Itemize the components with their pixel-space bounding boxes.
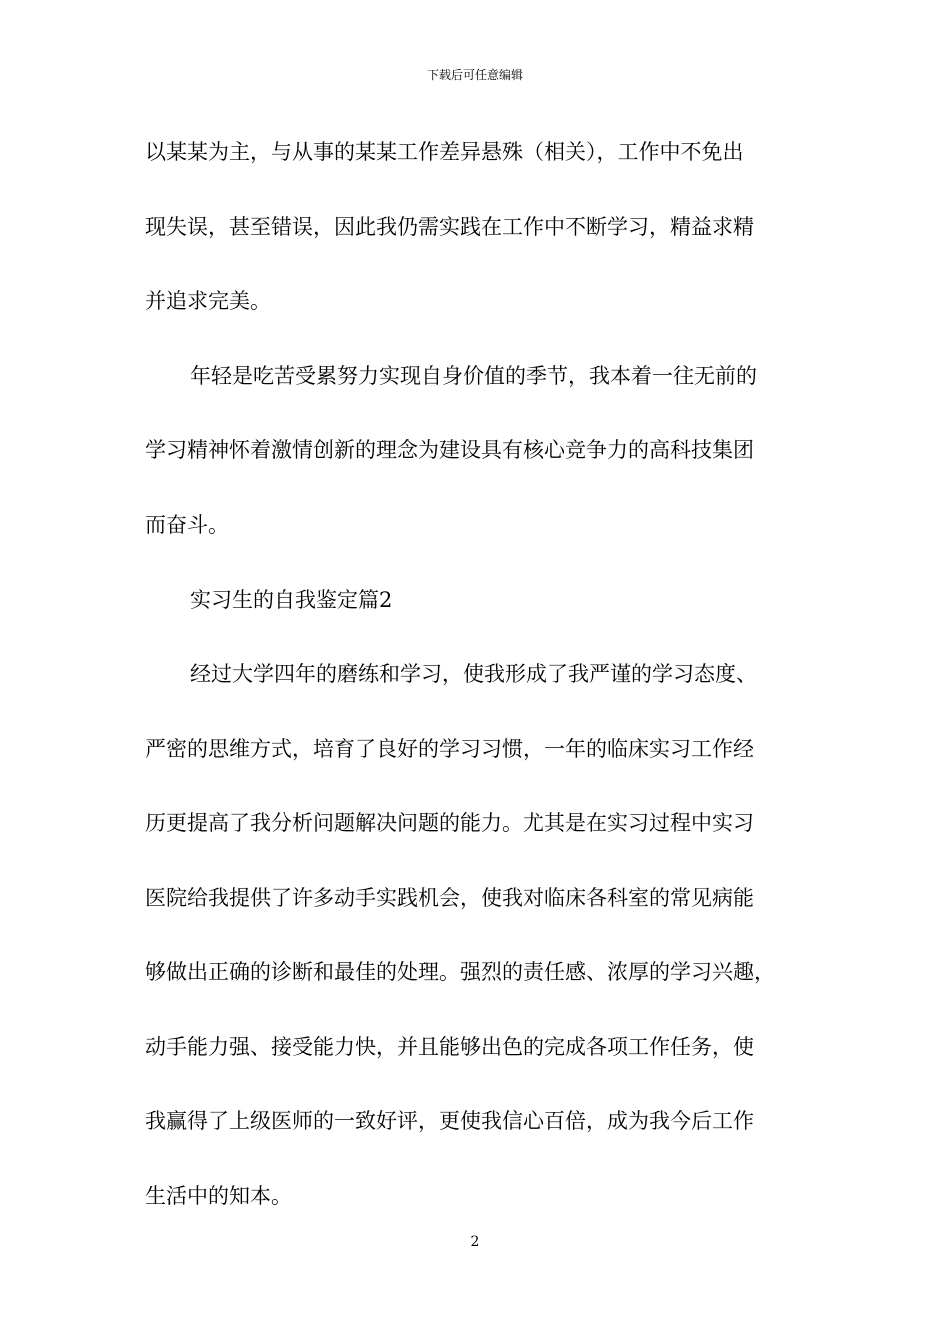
- paragraph-1-line-3: 并追求完美。: [145, 289, 271, 313]
- paragraph-3-line-6: 动手能力强、接受能力快，并且能够出色的完成各项工作任务，使: [145, 1035, 754, 1059]
- paragraph-3-line-8: 生活中的知本。: [145, 1184, 292, 1208]
- section-heading: 实习生的自我鉴定篇2: [190, 588, 393, 612]
- page-header: 下载后可任意编辑: [426, 68, 523, 82]
- paragraph-2-line-2: 学习精神怀着激情创新的理念为建设具有核心竞争力的高科技集团: [145, 438, 754, 462]
- paragraph-2-line-3: 而奋斗。: [145, 513, 229, 537]
- paragraph-1-line-2: 现失误，甚至错误，因此我仍需实践在工作中不断学习，精益求精: [145, 215, 754, 239]
- paragraph-3-line-2: 严密的思维方式，培育了良好的学习习惯，一年的临床实习工作经: [145, 737, 754, 761]
- paragraph-3-line-1: 经过大学四年的磨练和学习，使我形成了我严谨的学习态度、: [190, 662, 757, 686]
- page-number: 2: [470, 1234, 480, 1250]
- paragraph-3-line-5: 够做出正确的诊断和最佳的处理。强烈的责任感、浓厚的学习兴趣，: [145, 960, 775, 984]
- paragraph-1-line-1: 以某某为主，与从事的某某工作差异悬殊（相关），工作中不免出: [145, 140, 744, 164]
- paragraph-3-line-4: 医院给我提供了许多动手实践机会，使我对临床各科室的常见病能: [145, 886, 754, 910]
- paragraph-3-line-3: 历更提高了我分析问题解决问题的能力。尤其是在实习过程中实习: [145, 811, 754, 835]
- paragraph-3-line-7: 我赢得了上级医师的一致好评，更使我信心百倍，成为我今后工作: [145, 1109, 754, 1133]
- paragraph-2-line-1: 年轻是吃苦受累努力实现自身价值的季节，我本着一往无前的: [190, 364, 757, 388]
